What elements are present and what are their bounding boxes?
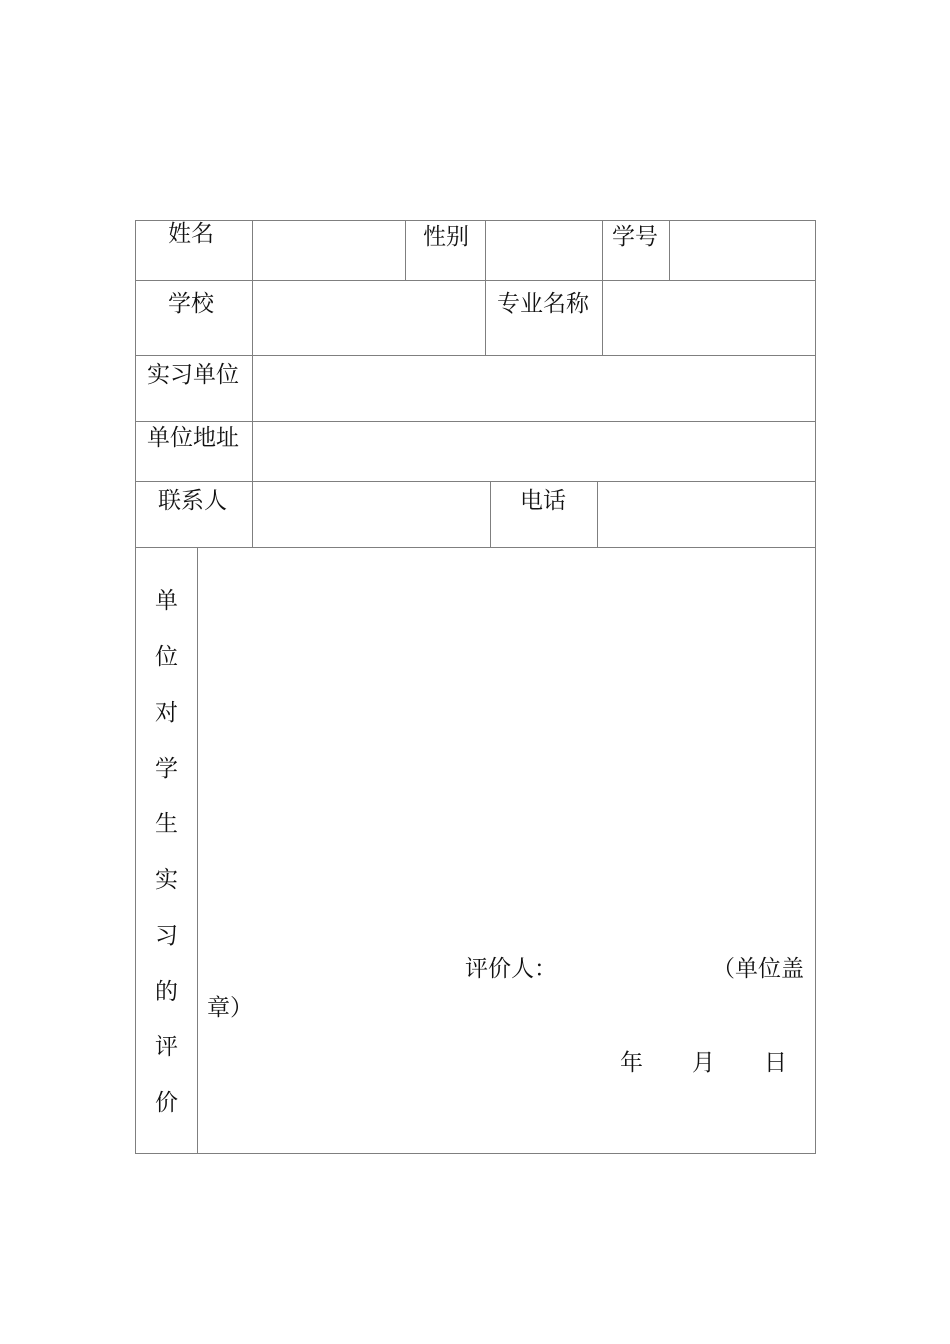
cell-divider [405, 220, 406, 281]
date-day-label: 日 [764, 1050, 787, 1076]
name-field[interactable] [253, 221, 405, 280]
side-label-char: 评 [155, 1034, 178, 1060]
side-label-char: 生 [155, 811, 178, 837]
side-label-char: 的 [155, 979, 178, 1005]
side-label-char: 位 [155, 644, 178, 670]
table-border-left [135, 220, 136, 1154]
gender-field[interactable] [486, 221, 602, 280]
evaluation-text-area[interactable] [198, 548, 815, 948]
side-label-char: 学 [155, 756, 178, 782]
cell-divider [602, 220, 603, 281]
cell-divider [485, 280, 486, 356]
internship-unit-label: 实习单位 [147, 362, 239, 388]
student-id-field[interactable] [670, 221, 815, 280]
side-label-char: 习 [155, 923, 178, 949]
contact-person-field[interactable] [253, 482, 490, 547]
contact-person-label: 联系人 [158, 488, 227, 514]
side-label-char: 价 [155, 1090, 178, 1116]
cell-divider [490, 481, 491, 548]
side-label-char: 对 [155, 700, 178, 726]
gender-label: 性别 [423, 224, 469, 250]
phone-field[interactable] [598, 482, 815, 547]
phone-label: 电话 [520, 488, 566, 514]
school-label: 学校 [168, 291, 214, 317]
seal-note-part2: 章） [207, 995, 253, 1021]
table-border-right [815, 220, 816, 1154]
seal-note-part1: （单位盖 [712, 956, 804, 982]
date-month-label: 月 [692, 1050, 715, 1076]
unit-address-field[interactable] [253, 422, 815, 481]
date-year-label: 年 [620, 1050, 643, 1076]
student-id-label: 学号 [612, 224, 658, 250]
side-label-char: 实 [155, 867, 178, 893]
side-label-char: 单 [155, 588, 178, 614]
unit-address-label: 单位地址 [147, 425, 239, 451]
school-field[interactable] [253, 281, 485, 355]
internship-unit-field[interactable] [253, 356, 815, 421]
major-label: 专业名称 [497, 291, 589, 317]
evaluator-label: 评价人： [465, 956, 557, 982]
table-border-bottom [135, 1153, 816, 1154]
major-field[interactable] [603, 281, 815, 355]
name-label: 姓名 [168, 221, 214, 247]
